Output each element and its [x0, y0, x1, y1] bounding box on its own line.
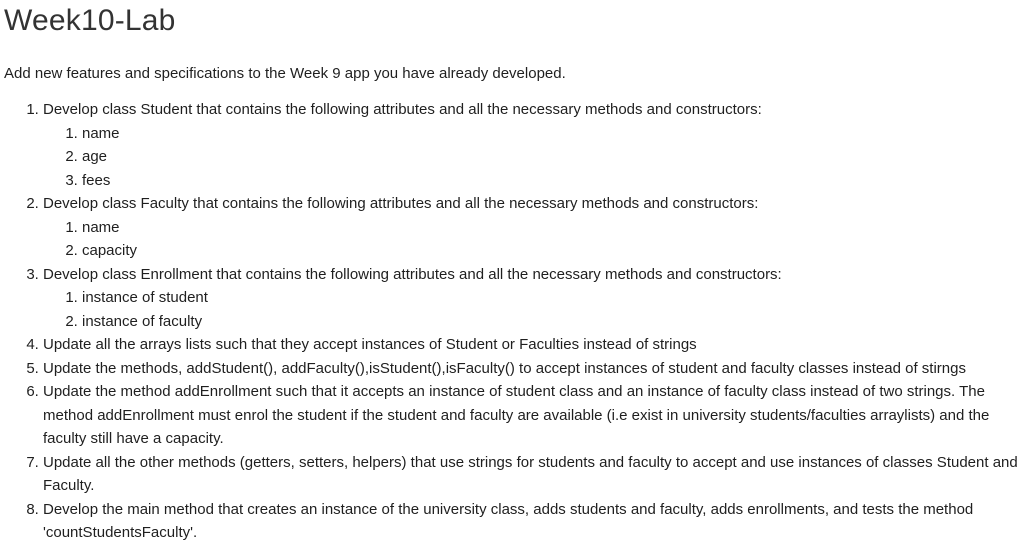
intro-text: Add new features and specifications to the Week 9 app you have already developed. — [4, 65, 566, 82]
attribute-text: instance of faculty — [82, 312, 203, 330]
attribute-text: age — [82, 148, 108, 165]
task-text: Update all the other methods (getters, setters, helpers) that use strings for students and faculty to accept and use instances of classes Student and Faculty. — [43, 453, 1018, 494]
attribute-item — [82, 169, 1024, 193]
attribute-text: instance of student — [82, 289, 208, 306]
attribute-list — [43, 216, 1024, 263]
attribute-item — [82, 145, 1024, 169]
task-item — [43, 451, 1024, 498]
task-item — [43, 333, 1024, 357]
task-text: Update the methods, addStudent(), addFaculty(),isStudent(),isFaculty() to accept instances of student and faculty classes instead of stirngs — [43, 359, 966, 377]
task-text: Update the method addEnrollment such that it accepts an instance of student class and an instance of faculty class instead of two strings. The method addEnrollment must enrol the student if the student and faculty are available (i.e exist in university students/faculties arraylists) and the faculty still have a capacity. — [43, 383, 990, 447]
attribute-item — [82, 216, 1024, 240]
attribute-item — [82, 122, 1024, 146]
attribute-item — [82, 286, 1024, 310]
task-item — [43, 263, 1024, 334]
task-item — [43, 380, 1024, 451]
page-title: Week10-Lab — [4, 4, 176, 37]
attribute-item — [82, 239, 1024, 263]
task-item — [43, 98, 1024, 192]
task-text: Develop class Faculty that contains the following attributes and all the necessary methods and constructors: — [43, 195, 759, 212]
task-text: Develop the main method that creates an instance of the university class, adds students and faculty, adds enrollments, and tests the method 'countStudentsFaculty'. — [43, 500, 974, 541]
attribute-text: name — [82, 124, 120, 142]
task-item — [43, 498, 1024, 545]
task-text: Update all the arrays lists such that they accept instances of Student or Faculties instead of strings — [43, 336, 697, 353]
task-text: Develop class Student that contains the following attributes and all the necessary methods and constructors: — [43, 101, 762, 118]
attribute-text: capacity — [82, 242, 138, 259]
attribute-text: fees — [82, 171, 111, 189]
task-item — [43, 357, 1024, 381]
attribute-item — [82, 310, 1024, 334]
attribute-list — [43, 122, 1024, 193]
task-item — [43, 192, 1024, 263]
attribute-list — [43, 286, 1024, 333]
task-text: Develop class Enrollment that contains the following attributes and all the necessary methods and constructors: — [43, 265, 782, 283]
task-list — [4, 98, 1024, 545]
attribute-text: name — [82, 218, 120, 236]
